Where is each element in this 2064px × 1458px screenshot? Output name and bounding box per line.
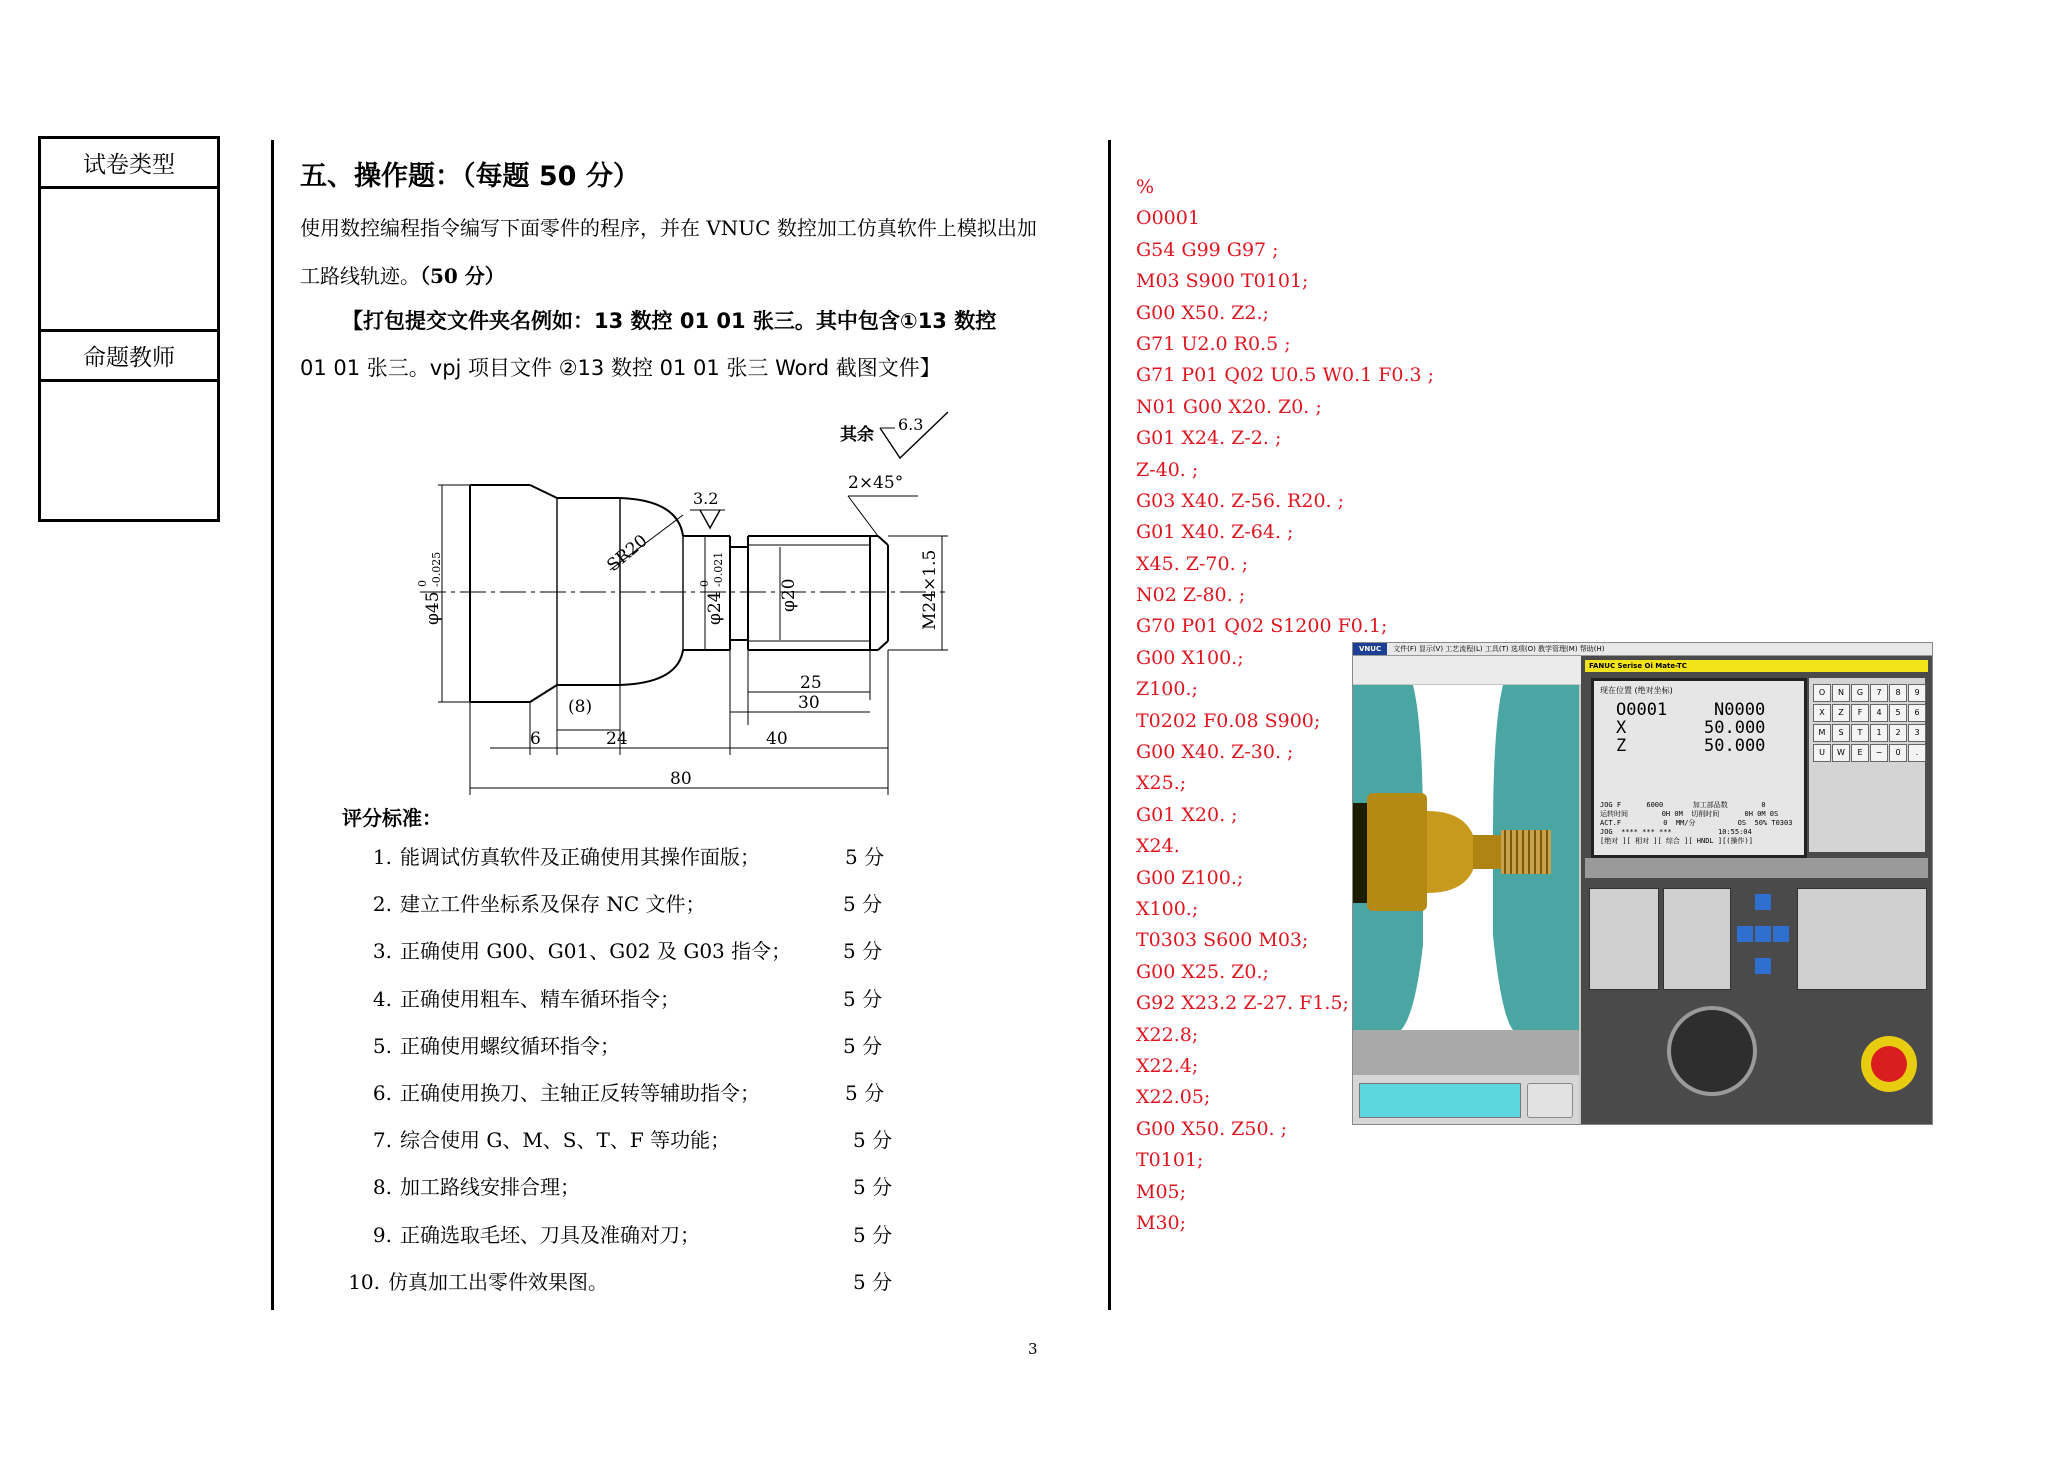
program-line: G00 X40. Z-30. ; xyxy=(1136,741,1294,764)
section-title: 五、操作题：（每题 50 分） xyxy=(300,161,640,192)
dim-30: 30 xyxy=(798,693,820,713)
key-w[interactable]: W xyxy=(1832,744,1850,762)
sim-view-footer xyxy=(1353,1075,1579,1124)
dim-40: 40 xyxy=(766,729,788,749)
program-line: G71 P01 Q02 U0.5 W0.1 F0.3 ; xyxy=(1136,364,1435,387)
teacher-value xyxy=(41,382,217,519)
sim-axis-z: Z xyxy=(1616,736,1627,756)
key-t[interactable]: T xyxy=(1851,724,1869,742)
chamfer-label: 2×45° xyxy=(848,473,904,493)
key-4[interactable]: 4 xyxy=(1870,704,1888,722)
left-column-divider xyxy=(271,140,274,1310)
dia20-label: φ20 xyxy=(779,578,799,612)
key-f[interactable]: F xyxy=(1851,704,1869,722)
sim-message-field xyxy=(1359,1083,1521,1118)
program-line: G00 X25. Z0.; xyxy=(1136,960,1269,983)
key-x[interactable]: X xyxy=(1813,704,1831,722)
key-m[interactable]: M xyxy=(1813,724,1831,742)
exam-type-label: 试卷类型 xyxy=(41,139,217,189)
note-line-2: 01 01 张三。vpj 项目文件 ②13 数控 01 01 张三 Word 截图文件】 xyxy=(300,356,941,380)
sim-view-control-button[interactable] xyxy=(1527,1083,1573,1118)
criteria-text: 建立工件坐标系及保存 NC 文件； xyxy=(400,892,706,917)
program-line: G01 X40. Z-64. ; xyxy=(1136,521,1294,544)
submission-note xyxy=(300,298,1100,392)
criteria-points: 5 分 xyxy=(843,939,883,964)
criteria-number: 1. xyxy=(372,845,392,869)
program-line: N02 Z-80. ; xyxy=(1136,584,1246,607)
sim-menu-text: 文件(F) 显示(V) 工艺流程(L) 工具(T) 选项(O) 教学管理(M) 帮助(H) xyxy=(1393,645,1605,653)
criteria-item xyxy=(354,1219,893,1248)
key-6[interactable]: 6 xyxy=(1908,704,1926,722)
exam-type-value xyxy=(41,189,217,332)
instruction-line-1: 使用数控编程指令编写下面零件的程序，并在 VNUC 数控加工仿真软件上模拟出加 xyxy=(300,216,1037,240)
program-line: G00 X50. Z2.; xyxy=(1136,301,1269,324)
program-line: G71 U2.0 R0.5 ; xyxy=(1136,332,1291,355)
program-line: G00 X100.; xyxy=(1136,646,1244,669)
sim-jog-axis-buttons xyxy=(1735,888,1791,988)
key-s[interactable]: S xyxy=(1832,724,1850,742)
dia24-tol-upper: 0 xyxy=(698,580,711,587)
dim-24: 24 xyxy=(606,729,628,749)
criteria-number: 3. xyxy=(372,939,392,964)
criteria-text: 能调试仿真软件及正确使用其操作面版； xyxy=(400,845,760,869)
criteria-number: 4. xyxy=(372,986,392,1011)
note-line-1: 【打包提交文件夹名例如：13 数控 01 01 张三。其中包含①13 数控 xyxy=(342,309,997,333)
sim-screen-status: JOG F 6000 加工部品数 0 运转时间 0H 0M 切削时间 0H 0M 0S ACT.F 0 MM/分 OS 50% T0303 JOG **** *** *** 10:55:04 [绝对 ][ 相对 ][ 综合 ][ HNDL ][(操作)] xyxy=(1600,801,1793,845)
key-u[interactable]: U xyxy=(1813,744,1831,762)
program-line: T0303 S600 M03; xyxy=(1136,929,1309,952)
instruction-line-2: 工路线轨迹。（50 分） xyxy=(300,264,505,288)
criteria-points: 5 分 xyxy=(853,1175,893,1200)
criteria-points: 5 分 xyxy=(843,1033,883,1058)
criteria-number: 10. xyxy=(348,1269,380,1294)
sim-spindle-controls xyxy=(1797,888,1927,990)
sim-cnc-screen xyxy=(1591,678,1807,858)
criteria-number: 8. xyxy=(372,1175,392,1200)
sim-screen-header: 现在位置 (绝对坐标) xyxy=(1600,686,1673,695)
roughness-rest-value: 6.3 xyxy=(898,415,924,434)
sim-seq-no: N0000 xyxy=(1714,700,1766,720)
program-line: G00 Z100.; xyxy=(1136,866,1244,889)
program-line: G92 X23.2 Z-27. F1.5; xyxy=(1136,992,1349,1015)
criteria-item xyxy=(342,1266,893,1295)
criteria-points: 5 分 xyxy=(843,986,883,1011)
key-z[interactable]: Z xyxy=(1832,704,1850,722)
roughness-neck-label: 3.2 xyxy=(693,489,719,508)
program-line: M03 S900 T0101; xyxy=(1136,270,1309,293)
key-g[interactable]: G xyxy=(1851,684,1869,702)
program-line: X45. Z-70. ; xyxy=(1136,552,1249,575)
criteria-points: 5 分 xyxy=(853,1128,893,1153)
key-3[interactable]: 3 xyxy=(1908,724,1926,742)
key-8[interactable]: 8 xyxy=(1889,684,1907,702)
program-line: G01 X20. ; xyxy=(1136,803,1238,826)
criteria-item xyxy=(354,888,883,917)
program-line: X25.; xyxy=(1136,772,1187,795)
criteria-number: 9. xyxy=(372,1222,392,1247)
criteria-text: 正确使用换刀、主轴正反转等辅助指令； xyxy=(400,1081,760,1105)
instruction-points: （50 分） xyxy=(420,264,505,288)
sim-menubar xyxy=(1353,643,1932,656)
program-line: X22.8; xyxy=(1136,1023,1199,1046)
criteria-points: 5 分 xyxy=(845,845,885,869)
dia45-label: φ45 xyxy=(423,591,443,625)
key-n[interactable]: N xyxy=(1832,684,1850,702)
sphere-radius-label: SR20 xyxy=(603,530,652,576)
criteria-points: 5 分 xyxy=(843,892,883,917)
criteria-number: 5. xyxy=(372,1033,392,1058)
criteria-title: 评分标准： xyxy=(342,806,442,830)
program-line: G03 X40. Z-56. R20. ; xyxy=(1136,489,1345,512)
sim-emergency-stop-button[interactable] xyxy=(1861,1036,1917,1092)
program-line: G70 P01 Q02 S1200 F0.1; xyxy=(1136,615,1388,638)
sim-handwheel[interactable] xyxy=(1667,1006,1757,1096)
sim-logo: VNUC xyxy=(1353,643,1387,655)
program-line: T0101; xyxy=(1136,1149,1204,1172)
sim-toolbar xyxy=(1353,656,1581,684)
dia24-tol-lower: -0.021 xyxy=(712,551,725,587)
criteria-points: 5 分 xyxy=(853,1222,893,1247)
dia45-tol-lower: -0.025 xyxy=(430,551,443,587)
criteria-number: 7. xyxy=(372,1128,392,1153)
criteria-text: 正确使用粗车、精车循环指令； xyxy=(400,986,680,1011)
criteria-number: 2. xyxy=(372,892,392,917)
program-line: X22.4; xyxy=(1136,1054,1199,1077)
program-line: X22.05; xyxy=(1136,1086,1211,1109)
criteria-text: 正确使用 G00、G01、G02 及 G03 指令； xyxy=(400,939,792,964)
criteria-item xyxy=(354,1030,883,1059)
exam-label-box xyxy=(38,136,220,522)
program-line: G00 X50. Z50. ; xyxy=(1136,1117,1288,1140)
criteria-text: 正确使用螺纹循环指令； xyxy=(400,1033,620,1058)
sim-z-value: 50.000 xyxy=(1704,736,1766,756)
key-dot[interactable]: . xyxy=(1908,744,1926,762)
sim-softkey-row xyxy=(1585,858,1928,878)
criteria-text: 仿真加工出零件效果图。 xyxy=(388,1269,608,1294)
vnuc-simulator-screenshot xyxy=(1352,642,1933,1125)
key-9[interactable]: 9 xyxy=(1908,684,1926,702)
criteria-item xyxy=(354,1077,885,1106)
dia45-tol-upper: 0 xyxy=(416,580,429,587)
instruction-text xyxy=(300,204,1090,300)
dia24-label: φ24 xyxy=(705,591,725,625)
criteria-text: 加工路线安排合理； xyxy=(400,1175,580,1200)
criteria-item xyxy=(354,983,883,1012)
key-o[interactable]: O xyxy=(1813,684,1831,702)
key-2[interactable]: 2 xyxy=(1889,724,1907,742)
criteria-number: 6. xyxy=(372,1081,392,1105)
page-number: 3 xyxy=(1028,1340,1038,1358)
key-minus[interactable]: − xyxy=(1870,744,1888,762)
sim-feed-override xyxy=(1663,888,1731,990)
program-line: G01 X24. Z-2. ; xyxy=(1136,427,1282,450)
program-line: Z-40. ; xyxy=(1136,458,1199,481)
program-line: % xyxy=(1136,176,1155,198)
key-5[interactable]: 5 xyxy=(1889,704,1907,722)
sim-brand: FANUC Serise Oi Mate-TC xyxy=(1585,660,1928,672)
sim-lathe-view xyxy=(1353,685,1579,1075)
program-line: N01 G00 X20. Z0. ; xyxy=(1136,395,1322,418)
criteria-text: 综合使用 G、M、S、T、F 等功能； xyxy=(400,1128,731,1153)
program-line: Z100.; xyxy=(1136,678,1198,701)
sim-keypad xyxy=(1809,678,1925,852)
dim-6: 6 xyxy=(530,729,541,749)
program-line: T0202 F0.08 S900; xyxy=(1136,709,1321,732)
key-1[interactable]: 1 xyxy=(1870,724,1888,742)
program-line: X100.; xyxy=(1136,897,1199,920)
program-line: O0001 xyxy=(1136,207,1200,230)
thread-label: M24×1.5 xyxy=(920,549,940,630)
criteria-item xyxy=(354,841,885,870)
criteria-item xyxy=(354,1171,893,1200)
sim-mode-selector xyxy=(1589,888,1659,990)
teacher-label: 命题教师 xyxy=(41,332,217,382)
program-line: M05; xyxy=(1136,1180,1187,1203)
sim-program-no: O0001 xyxy=(1616,700,1668,720)
key-7[interactable]: 7 xyxy=(1870,684,1888,702)
program-line: G54 G99 G97 ; xyxy=(1136,238,1279,261)
key-eob[interactable]: E xyxy=(1851,744,1869,762)
dim-8: (8) xyxy=(568,697,593,717)
criteria-text: 正确选取毛坯、刀具及准确对刀； xyxy=(400,1222,700,1247)
criteria-item xyxy=(354,935,883,964)
part-drawing xyxy=(400,400,980,800)
dim-80: 80 xyxy=(670,769,692,789)
key-0[interactable]: 0 xyxy=(1889,744,1907,762)
criteria-points: 5 分 xyxy=(853,1269,893,1294)
roughness-rest-label: 其余 xyxy=(840,425,874,445)
criteria-item xyxy=(354,1124,893,1153)
program-line: M30; xyxy=(1136,1211,1187,1234)
sim-control-panel xyxy=(1581,656,1932,1124)
criteria-points: 5 分 xyxy=(845,1081,885,1105)
sim-x-value: 50.000 xyxy=(1704,718,1766,738)
sim-axis-x: X xyxy=(1616,718,1627,738)
right-column-divider xyxy=(1108,140,1111,1310)
dim-25: 25 xyxy=(800,673,822,693)
program-line: X24. xyxy=(1136,835,1180,858)
